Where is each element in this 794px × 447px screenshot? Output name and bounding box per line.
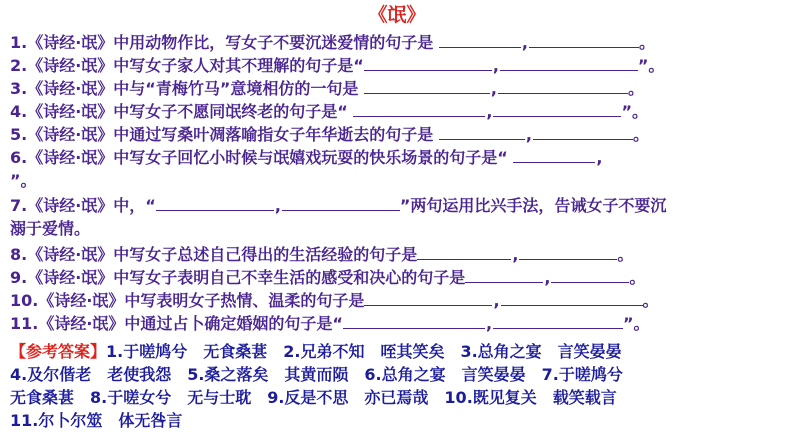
answer-line-2: [10, 363, 780, 386]
question-number: 11.: [10, 314, 39, 333]
question-tail-part2: 溺于爱情。: [10, 219, 91, 238]
question-tail: ”。: [623, 314, 650, 333]
blank-comma: ,: [486, 102, 493, 121]
question-number: 2.: [10, 56, 28, 75]
question-text: 《诗经·氓》中写女子表明自己不幸生活的感受和决心的句子是: [27, 268, 466, 287]
question-tail: ”。: [10, 171, 37, 190]
question-3: [10, 77, 790, 100]
question-number: 4.: [10, 102, 28, 121]
question-number: 7.: [10, 196, 28, 215]
answer-blank[interactable]: [498, 77, 628, 94]
answer-line-1: [10, 340, 780, 363]
blank-comma: ,: [274, 196, 281, 215]
question-number: 3.: [10, 79, 28, 98]
answer-blank[interactable]: [519, 243, 617, 260]
answer-blank[interactable]: [493, 312, 623, 329]
answer-text: 4.及尔偕老 老使我怨 5.桑之落矣 其黄而陨 6.总角之宴 言笑晏晏 7.于嗟鸠兮: [10, 365, 623, 384]
answer-blank[interactable]: [353, 100, 485, 117]
question-text: 《诗经·氓》中通过占卜确定婚姻的句子是“: [38, 314, 343, 333]
blank-comma: ,: [493, 291, 500, 310]
question-tail: ”。: [621, 102, 649, 121]
blank-comma: ,: [525, 125, 532, 144]
answer-blank[interactable]: [533, 123, 633, 140]
blank-comma: ,: [492, 56, 499, 75]
answer-blank[interactable]: [493, 100, 621, 117]
question-text: 《诗经·氓》中通过写桑叶凋落喻指女子年华逝去的句子是: [27, 125, 434, 144]
blank-comma: ,: [490, 79, 497, 98]
question-text: 《诗经·氓》中写女子回忆小时候与氓嬉戏玩耍的快乐场景的句子是“: [27, 148, 508, 167]
blank-comma: ,: [544, 268, 551, 287]
answer-blank[interactable]: [551, 266, 629, 283]
answer-blank[interactable]: [364, 289, 492, 306]
answer-blank[interactable]: [513, 146, 595, 163]
question-tail: 。: [642, 291, 659, 310]
question-number: 5.: [10, 125, 28, 144]
question-tail: 。: [638, 33, 655, 52]
question-number: 9.: [10, 268, 28, 287]
question-tail: 。: [629, 268, 646, 287]
answer-text: 11.尔卜尔筮 体无咎言: [10, 411, 183, 430]
answer-blank[interactable]: [364, 54, 492, 71]
question-number: 8.: [10, 245, 28, 264]
question-7: [10, 194, 790, 217]
answer-blank[interactable]: [417, 243, 511, 260]
question-4: [10, 100, 790, 123]
answer-blank[interactable]: [343, 312, 485, 329]
question-text: 《诗经·氓》中写女子家人对其不理解的句子是“: [27, 56, 364, 75]
question-tail: 。: [628, 79, 645, 98]
question-text: 《诗经·氓》中用动物作比，写女子不要沉迷爱情的句子是: [27, 33, 434, 52]
question-tail: 。: [617, 245, 634, 264]
answer-text: 1.于嗟鸠兮 无食桑葚 2.兄弟不知 咥其笑矣 3.总角之宴 言笑晏晏: [106, 342, 622, 361]
answer-line-3: [10, 386, 780, 409]
blank-comma: ,: [521, 33, 528, 52]
answer-key-label: 【参考答案】: [10, 342, 107, 361]
answer-blank[interactable]: [364, 77, 490, 94]
question-text: 《诗经·氓》中写女子不愿同氓终老的句子是“: [27, 102, 348, 121]
question-6: [10, 146, 790, 169]
question-8: [10, 243, 790, 266]
question-tail: ”。: [637, 56, 665, 75]
answer-blank[interactable]: [439, 123, 525, 140]
blank-comma: ,: [485, 314, 493, 333]
answer-blank[interactable]: [439, 31, 521, 48]
question-11: [10, 312, 790, 335]
question-10: [10, 289, 790, 312]
question-number: 1.: [10, 33, 28, 52]
question-text: 《诗经·氓》中，“: [27, 196, 156, 215]
blank-comma: ,: [596, 148, 603, 167]
answer-text: 无食桑葚 8.于嗟女兮 无与士耽 9.反是不思 亦已焉哉 10.既见复关 载笑载言: [10, 388, 617, 407]
question-tail: 。: [632, 125, 649, 144]
question-6-continued: [10, 169, 790, 192]
answer-line-4: [10, 409, 780, 432]
question-5: [10, 123, 790, 146]
question-tail-part1: ”两句运用比兴手法，告诫女子不要沉: [399, 196, 667, 215]
question-9: [10, 266, 790, 289]
blank-comma: ,: [512, 245, 519, 264]
question-2: [10, 54, 790, 77]
answer-blank[interactable]: [156, 194, 274, 211]
answer-blank[interactable]: [501, 289, 643, 306]
answer-blank[interactable]: [465, 266, 543, 283]
question-number: 6.: [10, 148, 28, 167]
question-number: 10.: [10, 291, 39, 310]
page-title: 《氓》: [368, 4, 426, 26]
answer-blank[interactable]: [282, 194, 400, 211]
question-text: 《诗经·氓》中写女子总述自己得出的生活经验的句子是: [27, 245, 418, 264]
question-7-continued: [10, 217, 790, 240]
question-text: 《诗经·氓》中与“青梅竹马”意境相仿的一句是: [27, 79, 359, 98]
answer-blank[interactable]: [529, 31, 639, 48]
question-1: [10, 31, 790, 54]
answer-blank[interactable]: [500, 54, 638, 71]
question-text: 《诗经·氓》中写表明女子热情、温柔的句子是: [38, 291, 365, 310]
